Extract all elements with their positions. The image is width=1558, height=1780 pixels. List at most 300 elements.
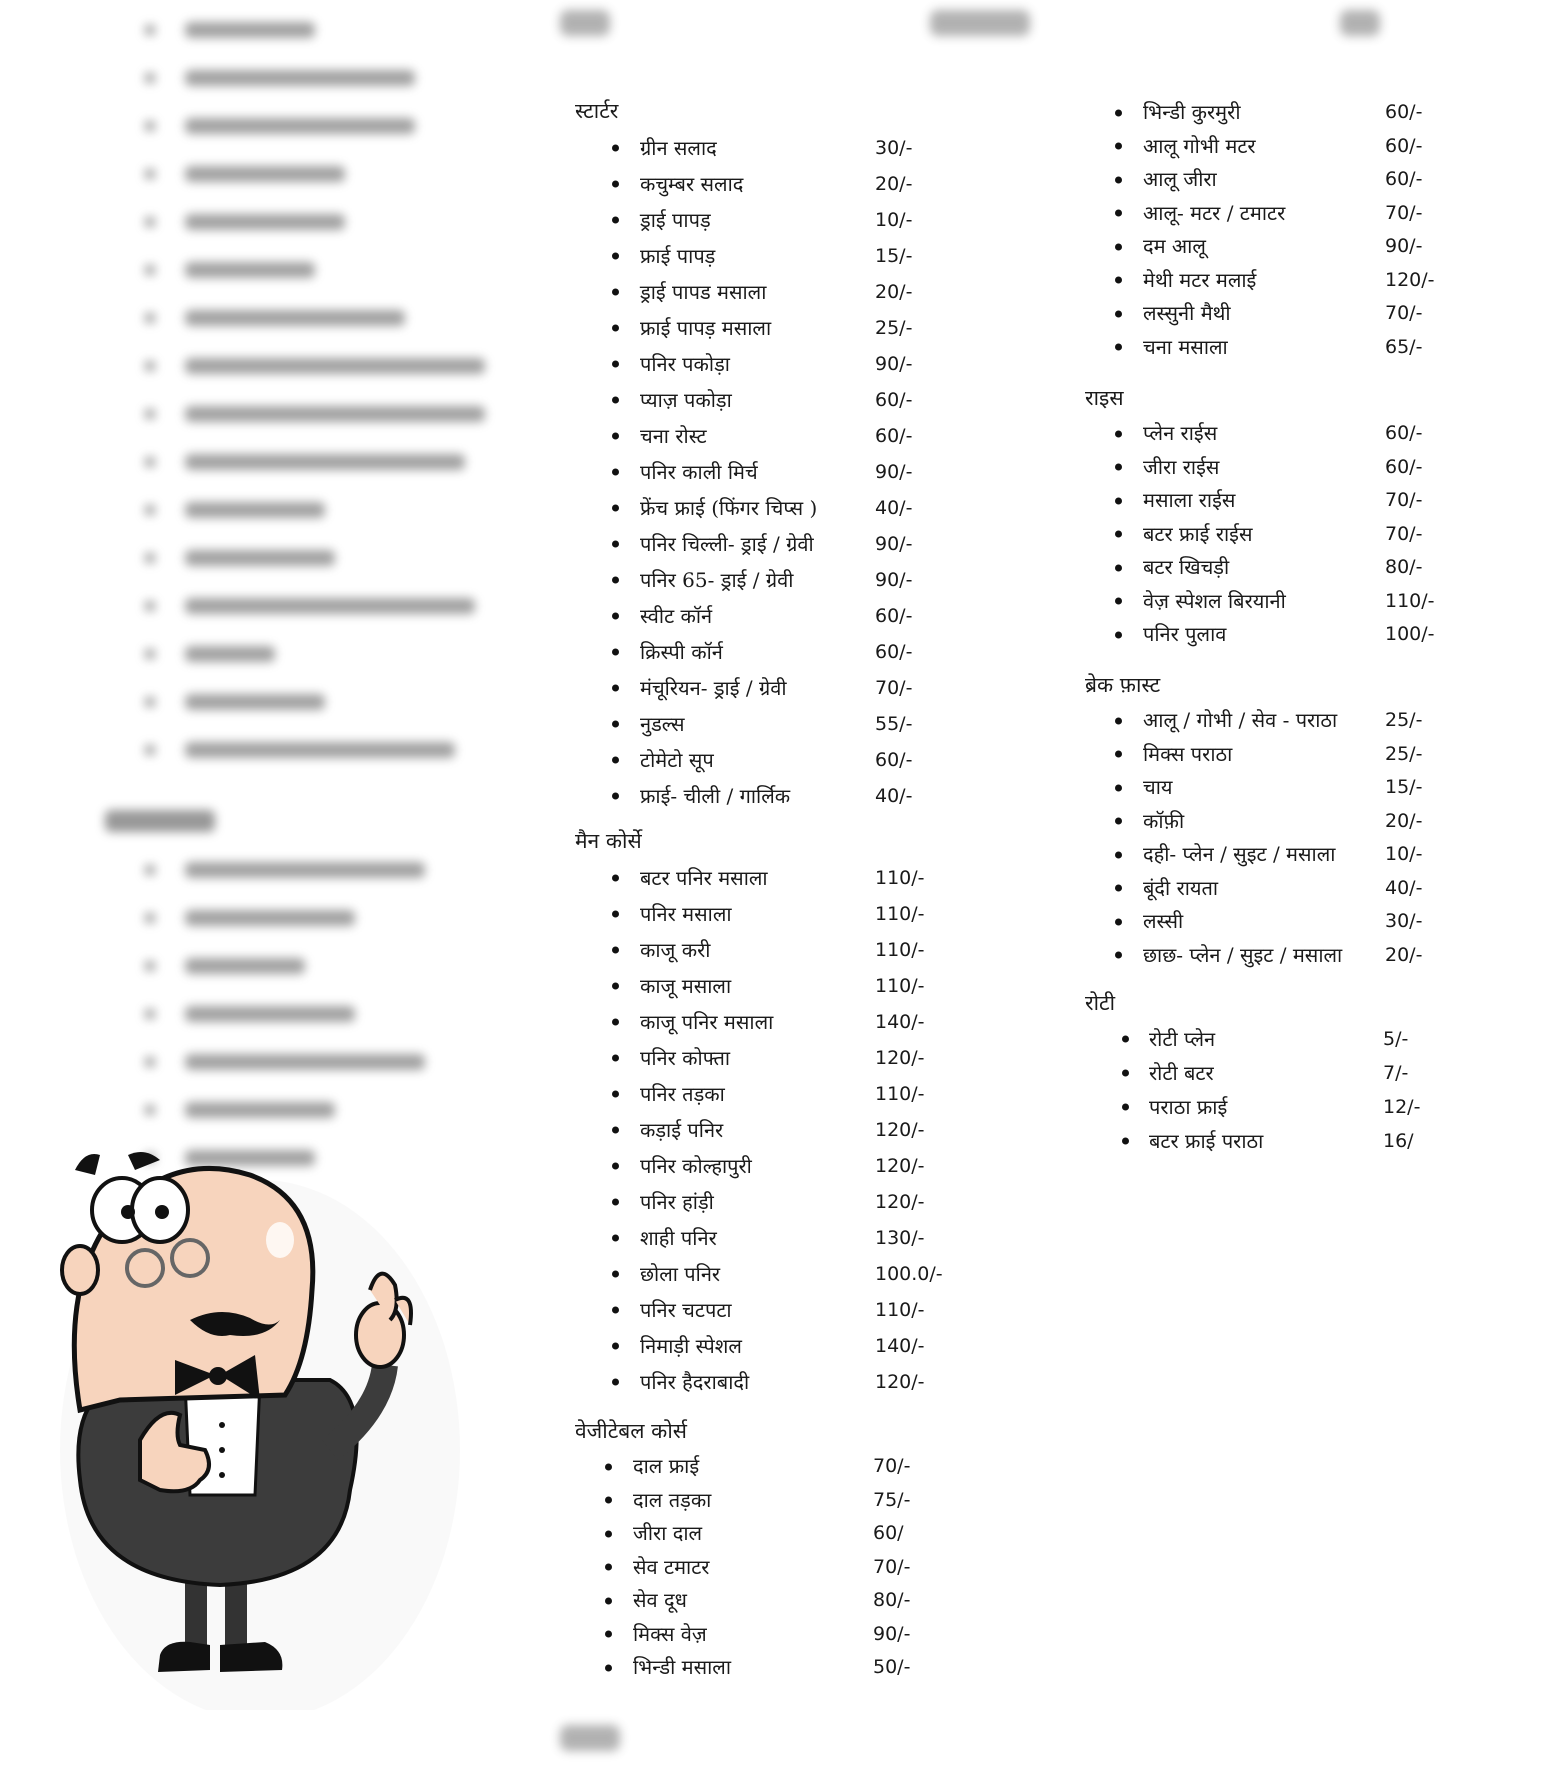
menu-item-name: आलू- मटर / टमाटर bbox=[1143, 200, 1286, 225]
menu-item bbox=[575, 968, 925, 1004]
menu-item-price: 130/- bbox=[875, 1227, 925, 1249]
section-title: वेजीटेबल कोर्स bbox=[575, 1419, 687, 1443]
menu-item-price: 20/- bbox=[1385, 809, 1423, 832]
menu-item bbox=[1085, 939, 1423, 973]
bullet-icon bbox=[1115, 851, 1122, 858]
bullet-icon bbox=[612, 541, 619, 548]
bullet-icon bbox=[1115, 952, 1122, 959]
menu-item-price: 100.0/- bbox=[875, 1263, 943, 1285]
menu-item-price: 30/- bbox=[1385, 910, 1423, 932]
menu-item-name: वेज़ स्पेशल बिरयानी bbox=[1143, 588, 1286, 613]
menu-item-price: 40/- bbox=[875, 497, 913, 519]
menu-item bbox=[575, 274, 913, 310]
section-main-course bbox=[575, 826, 943, 1400]
menu-item-name: पनिर हांड़ी bbox=[640, 1190, 714, 1214]
menu-item-price: 10/- bbox=[875, 209, 913, 231]
menu-item-price: 70/- bbox=[1385, 302, 1423, 324]
menu-item-price: 7/- bbox=[1383, 1062, 1409, 1084]
menu-item-name: फ्राई- चीली / गार्लिक bbox=[640, 784, 791, 808]
blurred-line bbox=[145, 908, 355, 928]
menu-item-price: 70/- bbox=[873, 1555, 911, 1578]
bullet-icon bbox=[1115, 344, 1122, 351]
menu-item bbox=[1085, 771, 1423, 805]
menu-item-price: 40/- bbox=[1385, 876, 1423, 899]
bullet-icon bbox=[1115, 751, 1122, 758]
menu-item-name: फ्रेंच फ्राई (फिंगर चिप्स ) bbox=[640, 496, 818, 520]
bullet-icon bbox=[605, 1564, 612, 1571]
blurred-line bbox=[145, 1052, 425, 1072]
menu-item-name: ग्रीन सलाद bbox=[640, 136, 717, 160]
menu-item bbox=[1085, 484, 1423, 518]
bullet-icon bbox=[612, 1307, 619, 1314]
menu-item-name: क्रिस्पी कॉर्न bbox=[640, 640, 723, 664]
blurred-line bbox=[145, 116, 415, 136]
bullet-icon bbox=[1115, 631, 1122, 638]
bullet-icon bbox=[1115, 176, 1122, 183]
bullet-icon bbox=[612, 361, 619, 368]
menu-item-price: 25/- bbox=[1385, 709, 1423, 731]
menu-item-name: बटर खिचड़ी bbox=[1143, 555, 1230, 579]
bullet-icon bbox=[1115, 243, 1122, 250]
menu-item bbox=[1085, 451, 1423, 485]
menu-item bbox=[1085, 805, 1423, 839]
menu-item bbox=[575, 1184, 925, 1220]
menu-item-name: रोटी प्लेन bbox=[1149, 1027, 1216, 1051]
menu-item bbox=[575, 346, 913, 382]
menu-item-price: 60/- bbox=[1385, 455, 1423, 478]
menu-item bbox=[1085, 518, 1423, 552]
menu-item-price: 110/- bbox=[875, 867, 925, 889]
bullet-icon bbox=[612, 1271, 619, 1278]
menu-item bbox=[575, 1256, 943, 1292]
menu-item bbox=[575, 742, 913, 778]
bullet-icon bbox=[1115, 109, 1122, 116]
menu-item-name: स्वीट कॉर्न bbox=[640, 604, 713, 628]
bullet-icon bbox=[612, 1235, 619, 1242]
menu-item-price: 60/- bbox=[875, 749, 913, 771]
blurred-line bbox=[145, 212, 345, 232]
bullet-icon bbox=[612, 685, 619, 692]
bullet-icon bbox=[1115, 818, 1122, 825]
menu-item bbox=[575, 1651, 911, 1685]
bullet-icon bbox=[605, 1497, 612, 1504]
menu-item-name: प्याज़ पकोड़ा bbox=[640, 388, 732, 412]
menu-item bbox=[575, 1450, 911, 1484]
menu-item-price: 15/- bbox=[1385, 776, 1423, 798]
menu-item-name: जीरा राईस bbox=[1143, 454, 1220, 479]
menu-item-name: पनिर पकोड़ा bbox=[640, 352, 730, 376]
blurred-line bbox=[145, 548, 335, 568]
blurred-line bbox=[145, 956, 305, 976]
section-title: स्टार्टर bbox=[575, 99, 619, 123]
menu-item-name: कचुम्बर सलाद bbox=[640, 172, 744, 196]
bullet-icon bbox=[612, 289, 619, 296]
menu-item bbox=[575, 238, 913, 274]
section-title: रोटी bbox=[1085, 991, 1116, 1015]
bullet-icon bbox=[1115, 143, 1122, 150]
menu-item-name: पनिर चिल्ली- ड्राई / ग्रेवी bbox=[640, 532, 814, 556]
menu-item-price: 60/ bbox=[873, 1522, 904, 1544]
bullet-icon bbox=[1115, 210, 1122, 217]
bullet-icon bbox=[1122, 1104, 1129, 1111]
menu-item-price: 60/- bbox=[875, 389, 913, 411]
menu-item-name: टोमेटो सूप bbox=[640, 748, 714, 772]
menu-item-price: 120/- bbox=[875, 1119, 925, 1141]
menu-item-price: 60/- bbox=[1385, 422, 1423, 444]
section-vegetable-course bbox=[575, 1416, 911, 1685]
menu-item bbox=[575, 670, 913, 706]
bullet-icon bbox=[612, 721, 619, 728]
menu-item-name: पनिर तड़का bbox=[640, 1082, 725, 1106]
section-starter bbox=[575, 96, 913, 814]
menu-item-name: पनिर कोफ्ता bbox=[640, 1046, 731, 1070]
bullet-icon bbox=[612, 793, 619, 800]
bullet-icon bbox=[1115, 310, 1122, 317]
menu-item-name: निमाड़ी स्पेशल bbox=[640, 1334, 742, 1358]
bullet-icon bbox=[605, 1664, 612, 1671]
menu-item-price: 110/- bbox=[875, 975, 925, 997]
menu-item bbox=[1085, 1090, 1421, 1124]
menu-item-name: बूंदी रायता bbox=[1143, 875, 1219, 900]
menu-item-price: 60/- bbox=[1385, 168, 1423, 190]
menu-item bbox=[575, 130, 913, 166]
section-title: ब्रेक फ़ास्ट bbox=[1085, 673, 1161, 697]
menu-item bbox=[575, 382, 913, 418]
menu-item bbox=[575, 1292, 925, 1328]
menu-item-price: 90/- bbox=[875, 461, 913, 483]
menu-item bbox=[1085, 1124, 1414, 1158]
bullet-icon bbox=[612, 1379, 619, 1386]
menu-item-name: कड़ाई पनिर bbox=[640, 1118, 724, 1142]
menu-item bbox=[1085, 704, 1423, 738]
bullet-icon bbox=[612, 145, 619, 152]
menu-item-price: 30/- bbox=[875, 137, 913, 159]
menu-item bbox=[575, 1364, 925, 1400]
menu-item-name: काजू पनिर मसाला bbox=[640, 1010, 774, 1034]
bullet-icon bbox=[612, 1199, 619, 1206]
bullet-icon bbox=[612, 1019, 619, 1026]
menu-item-name: चना रोस्ट bbox=[640, 424, 707, 448]
menu-item-name: नुडल्स bbox=[640, 712, 685, 736]
menu-item-price: 70/- bbox=[873, 1455, 911, 1477]
menu-item-price: 20/- bbox=[875, 173, 913, 195]
menu-item-name: पनिर काली मिर्च bbox=[640, 460, 758, 484]
menu-item-name: पराठा फ्राई bbox=[1149, 1095, 1228, 1119]
menu-item bbox=[575, 454, 913, 490]
menu-item bbox=[1085, 838, 1423, 872]
menu-item-name: पनिर चटपटा bbox=[640, 1298, 732, 1322]
menu-item-name: शाही पनिर bbox=[640, 1226, 717, 1250]
menu-item bbox=[575, 1584, 911, 1618]
menu-item-name: प्लेन राईस bbox=[1143, 421, 1218, 445]
menu-item-name: सेव दूध bbox=[633, 1588, 687, 1612]
menu-item-name: दम आलू bbox=[1143, 234, 1206, 258]
menu-item-price: 60/- bbox=[875, 425, 913, 447]
menu-item bbox=[575, 490, 913, 526]
blurred-line bbox=[145, 308, 405, 328]
menu-item-name: लस्सी bbox=[1143, 909, 1184, 933]
menu-item-name: बटर फ्राई राईस bbox=[1143, 521, 1253, 546]
menu-item-price: 65/- bbox=[1385, 335, 1423, 358]
bullet-icon bbox=[1115, 497, 1122, 504]
bullet-icon bbox=[1115, 430, 1122, 437]
menu-item-name: छाछ- प्लेन / सुइट / मसाला bbox=[1143, 942, 1343, 967]
blurred-line bbox=[145, 356, 485, 376]
menu-item bbox=[1085, 872, 1423, 906]
menu-item bbox=[575, 1551, 911, 1585]
menu-item-name: काजू मसाला bbox=[640, 974, 732, 998]
bullet-icon bbox=[1122, 1138, 1129, 1145]
menu-item-price: 110/- bbox=[875, 939, 925, 961]
bullet-icon bbox=[1115, 918, 1122, 925]
menu-item-price: 10/- bbox=[1385, 843, 1423, 865]
blurred-line bbox=[145, 260, 315, 280]
bullet-icon bbox=[612, 1055, 619, 1062]
menu-item-name: बटर फ्राई पराठा bbox=[1149, 1129, 1264, 1153]
blurred-line bbox=[145, 860, 425, 880]
blurred-line bbox=[145, 1004, 355, 1024]
menu-item-price: 120/- bbox=[875, 1155, 925, 1177]
menu-item-price: 20/- bbox=[875, 281, 913, 303]
menu-item-price: 110/- bbox=[1385, 589, 1435, 612]
menu-item-price: 70/- bbox=[875, 677, 913, 699]
section-breakfast bbox=[1085, 670, 1423, 972]
menu-item bbox=[575, 1148, 925, 1184]
menu-item bbox=[575, 932, 925, 968]
menu-item-price: 75/- bbox=[873, 1488, 911, 1511]
menu-item-name: पनिर मसाला bbox=[640, 902, 732, 926]
menu-item-price: 12/- bbox=[1383, 1096, 1421, 1118]
menu-item bbox=[575, 1618, 911, 1652]
bullet-icon bbox=[612, 469, 619, 476]
menu-item-name: आलू / गोभी / सेव - पराठा bbox=[1143, 708, 1338, 732]
blurred-line bbox=[145, 404, 485, 424]
blurred-line bbox=[145, 644, 275, 664]
blurred-line bbox=[145, 500, 325, 520]
menu-item bbox=[1085, 905, 1423, 939]
menu-item-name: फ्राई पापड़ मसाला bbox=[640, 316, 772, 340]
menu-item-price: 120/- bbox=[875, 1191, 925, 1213]
blurred-background-header bbox=[560, 10, 1460, 50]
menu-item bbox=[575, 526, 913, 562]
menu-item-price: 90/- bbox=[875, 533, 913, 555]
menu-item-name: चना मसाला bbox=[1143, 334, 1228, 359]
menu-item bbox=[1085, 1056, 1409, 1090]
menu-item bbox=[575, 778, 913, 814]
menu-item bbox=[575, 1517, 904, 1551]
menu-item bbox=[575, 202, 913, 238]
menu-item bbox=[1085, 551, 1423, 585]
bullet-icon bbox=[1115, 784, 1122, 791]
menu-item-name: आलू जीरा bbox=[1143, 167, 1217, 191]
menu-item-name: मिक्स पराठा bbox=[1143, 741, 1233, 766]
menu-item-price: 120/- bbox=[875, 1371, 925, 1393]
bullet-icon bbox=[612, 433, 619, 440]
menu-item-price: 90/- bbox=[875, 353, 913, 375]
menu-item bbox=[575, 1076, 925, 1112]
menu-item-name: दही- प्लेन / सुइट / मसाला bbox=[1143, 842, 1336, 866]
bullet-icon bbox=[1122, 1070, 1129, 1077]
menu-item-price: 5/- bbox=[1383, 1028, 1409, 1050]
bullet-icon bbox=[612, 1163, 619, 1170]
blurred-line bbox=[145, 1100, 335, 1120]
menu-item bbox=[1085, 738, 1423, 772]
menu-item bbox=[1085, 1022, 1409, 1056]
menu-item bbox=[575, 562, 913, 598]
menu-item-price: 90/- bbox=[873, 1622, 911, 1645]
menu-item-name: सेव टमाटर bbox=[633, 1554, 710, 1579]
menu-item-name: भिन्डी कुरमुरी bbox=[1143, 100, 1241, 124]
menu-item-name: पनिर पुलाव bbox=[1143, 622, 1227, 646]
menu-item-price: 55/- bbox=[875, 713, 913, 735]
menu-item-price: 25/- bbox=[1385, 742, 1423, 765]
menu-item-name: पनिर 65- ड्राई / ग्रेवी bbox=[640, 568, 794, 592]
menu-item-price: 120/- bbox=[875, 1047, 925, 1069]
menu-item bbox=[575, 1040, 925, 1076]
menu-item-name: रोटी बटर bbox=[1149, 1061, 1214, 1085]
menu-item-price: 100/- bbox=[1385, 623, 1435, 645]
bullet-icon bbox=[605, 1597, 612, 1604]
menu-item-price: 60/- bbox=[875, 605, 913, 627]
menu-item-name: चाय bbox=[1143, 775, 1173, 799]
menu-item-price: 90/- bbox=[1385, 235, 1423, 257]
bullet-icon bbox=[612, 505, 619, 512]
menu-item-name: बटर पनिर मसाला bbox=[640, 866, 768, 890]
bullet-icon bbox=[1115, 464, 1122, 471]
bullet-icon bbox=[612, 325, 619, 332]
menu-item-price: 110/- bbox=[875, 903, 925, 925]
bullet-icon bbox=[612, 577, 619, 584]
blurred-line bbox=[145, 164, 345, 184]
bullet-icon bbox=[1115, 885, 1122, 892]
bullet-icon bbox=[605, 1530, 612, 1537]
menu-item-price: 15/- bbox=[875, 245, 913, 267]
menu-item bbox=[575, 1220, 925, 1256]
bullet-icon bbox=[1115, 531, 1122, 538]
menu-item-name: काजू करी bbox=[640, 938, 711, 962]
blurred-heading bbox=[105, 810, 215, 832]
menu-item bbox=[575, 1328, 925, 1364]
blurred-background-footer bbox=[560, 1725, 620, 1751]
menu-item-name: छोला पनिर bbox=[640, 1262, 721, 1286]
menu-item bbox=[575, 1112, 925, 1148]
bullet-icon bbox=[612, 1343, 619, 1350]
menu-item bbox=[1085, 417, 1423, 451]
blurred-line bbox=[145, 452, 465, 472]
menu-item-name: मेथी मटर मलाई bbox=[1143, 267, 1257, 292]
menu-item bbox=[575, 706, 913, 742]
bullet-icon bbox=[612, 875, 619, 882]
bullet-icon bbox=[612, 181, 619, 188]
menu-item-price: 120/- bbox=[1385, 268, 1435, 291]
bullet-icon bbox=[1115, 598, 1122, 605]
section-rice bbox=[1085, 383, 1435, 652]
bullet-icon bbox=[612, 253, 619, 260]
menu-item bbox=[575, 1004, 925, 1040]
menu-item-name: भिन्डी मसाला bbox=[633, 1655, 732, 1679]
section-title: राइस bbox=[1085, 386, 1124, 410]
bullet-icon bbox=[612, 983, 619, 990]
menu-item-price: 110/- bbox=[875, 1299, 925, 1321]
menu-item-price: 70/- bbox=[1385, 489, 1423, 511]
menu-item bbox=[575, 598, 913, 634]
bullet-icon bbox=[612, 217, 619, 224]
menu-item bbox=[575, 418, 913, 454]
menu-item-name: आलू गोभी मटर bbox=[1143, 133, 1256, 158]
blurred-line bbox=[145, 740, 455, 760]
menu-item-name: मंचूरियन- ड्राई / ग्रेवी bbox=[640, 676, 787, 700]
menu-item-price: 60/- bbox=[1385, 101, 1423, 123]
bullet-icon bbox=[1115, 277, 1122, 284]
bullet-icon bbox=[1115, 564, 1122, 571]
menu-item-price: 140/- bbox=[875, 1335, 925, 1357]
bullet-icon bbox=[612, 1127, 619, 1134]
menu-item bbox=[575, 310, 913, 346]
menu-item bbox=[575, 166, 913, 202]
menu-item bbox=[575, 1484, 911, 1518]
menu-item-name: जीरा दाल bbox=[633, 1521, 703, 1545]
blurred-line bbox=[145, 68, 415, 88]
menu-item bbox=[575, 634, 913, 670]
menu-item-price: 80/- bbox=[1385, 556, 1423, 578]
menu-item-name: मसाला राईस bbox=[1143, 488, 1236, 512]
bullet-icon bbox=[612, 1091, 619, 1098]
menu-item-name: लस्सुनी मैथी bbox=[1143, 301, 1231, 325]
bullet-icon bbox=[612, 947, 619, 954]
bullet-icon bbox=[612, 757, 619, 764]
menu-item-name: पनिर हैदराबादी bbox=[640, 1370, 750, 1394]
bullet-icon bbox=[612, 613, 619, 620]
menu-item-price: 70/- bbox=[1385, 522, 1423, 545]
menu-item-price: 110/- bbox=[875, 1083, 925, 1105]
menu-item bbox=[575, 896, 925, 932]
menu-item-price: 50/- bbox=[873, 1656, 911, 1678]
menu-item-name: ड्राई पापड मसाला bbox=[640, 280, 767, 304]
menu-item-price: 40/- bbox=[875, 785, 913, 807]
menu-item bbox=[575, 860, 925, 896]
menu-item-price: 140/- bbox=[875, 1011, 925, 1033]
menu-item-price: 60/- bbox=[875, 641, 913, 663]
menu-item bbox=[1085, 585, 1435, 619]
menu-item-price: 16/ bbox=[1383, 1130, 1414, 1152]
blurred-line bbox=[145, 596, 475, 616]
bullet-icon bbox=[612, 911, 619, 918]
menu-item-price: 90/- bbox=[875, 569, 913, 591]
bullet-icon bbox=[612, 649, 619, 656]
bullet-icon bbox=[1115, 717, 1122, 724]
menu-item-name: मिक्स वेज़ bbox=[633, 1621, 707, 1646]
menu-item-name: फ्राई पापड़ bbox=[640, 244, 716, 268]
menu-item-name: दाल फ्राई bbox=[633, 1454, 700, 1478]
menu-item-name: दाल तड़का bbox=[633, 1487, 712, 1512]
menu-item-name: पनिर कोल्हापुरी bbox=[640, 1154, 752, 1178]
chef-waiter-ok-gesture-icon bbox=[50, 1150, 470, 1710]
bullet-icon bbox=[1122, 1036, 1129, 1043]
menu-item-price: 60/- bbox=[1385, 134, 1423, 157]
menu-item bbox=[1085, 618, 1435, 652]
section-title: मैन कोर्से bbox=[575, 829, 642, 853]
menu-item-price: 20/- bbox=[1385, 943, 1423, 966]
menu-item-price: 70/- bbox=[1385, 201, 1423, 224]
blurred-line bbox=[145, 20, 315, 40]
menu-item-name: ड्राई पापड़ bbox=[640, 208, 711, 232]
blurred-line bbox=[145, 692, 325, 712]
menu-item-price: 80/- bbox=[873, 1589, 911, 1611]
menu-item-price: 25/- bbox=[875, 317, 913, 339]
section-roti bbox=[1085, 988, 1421, 1158]
bullet-icon bbox=[612, 397, 619, 404]
menu-item-name: कॉफ़ी bbox=[1143, 808, 1185, 833]
